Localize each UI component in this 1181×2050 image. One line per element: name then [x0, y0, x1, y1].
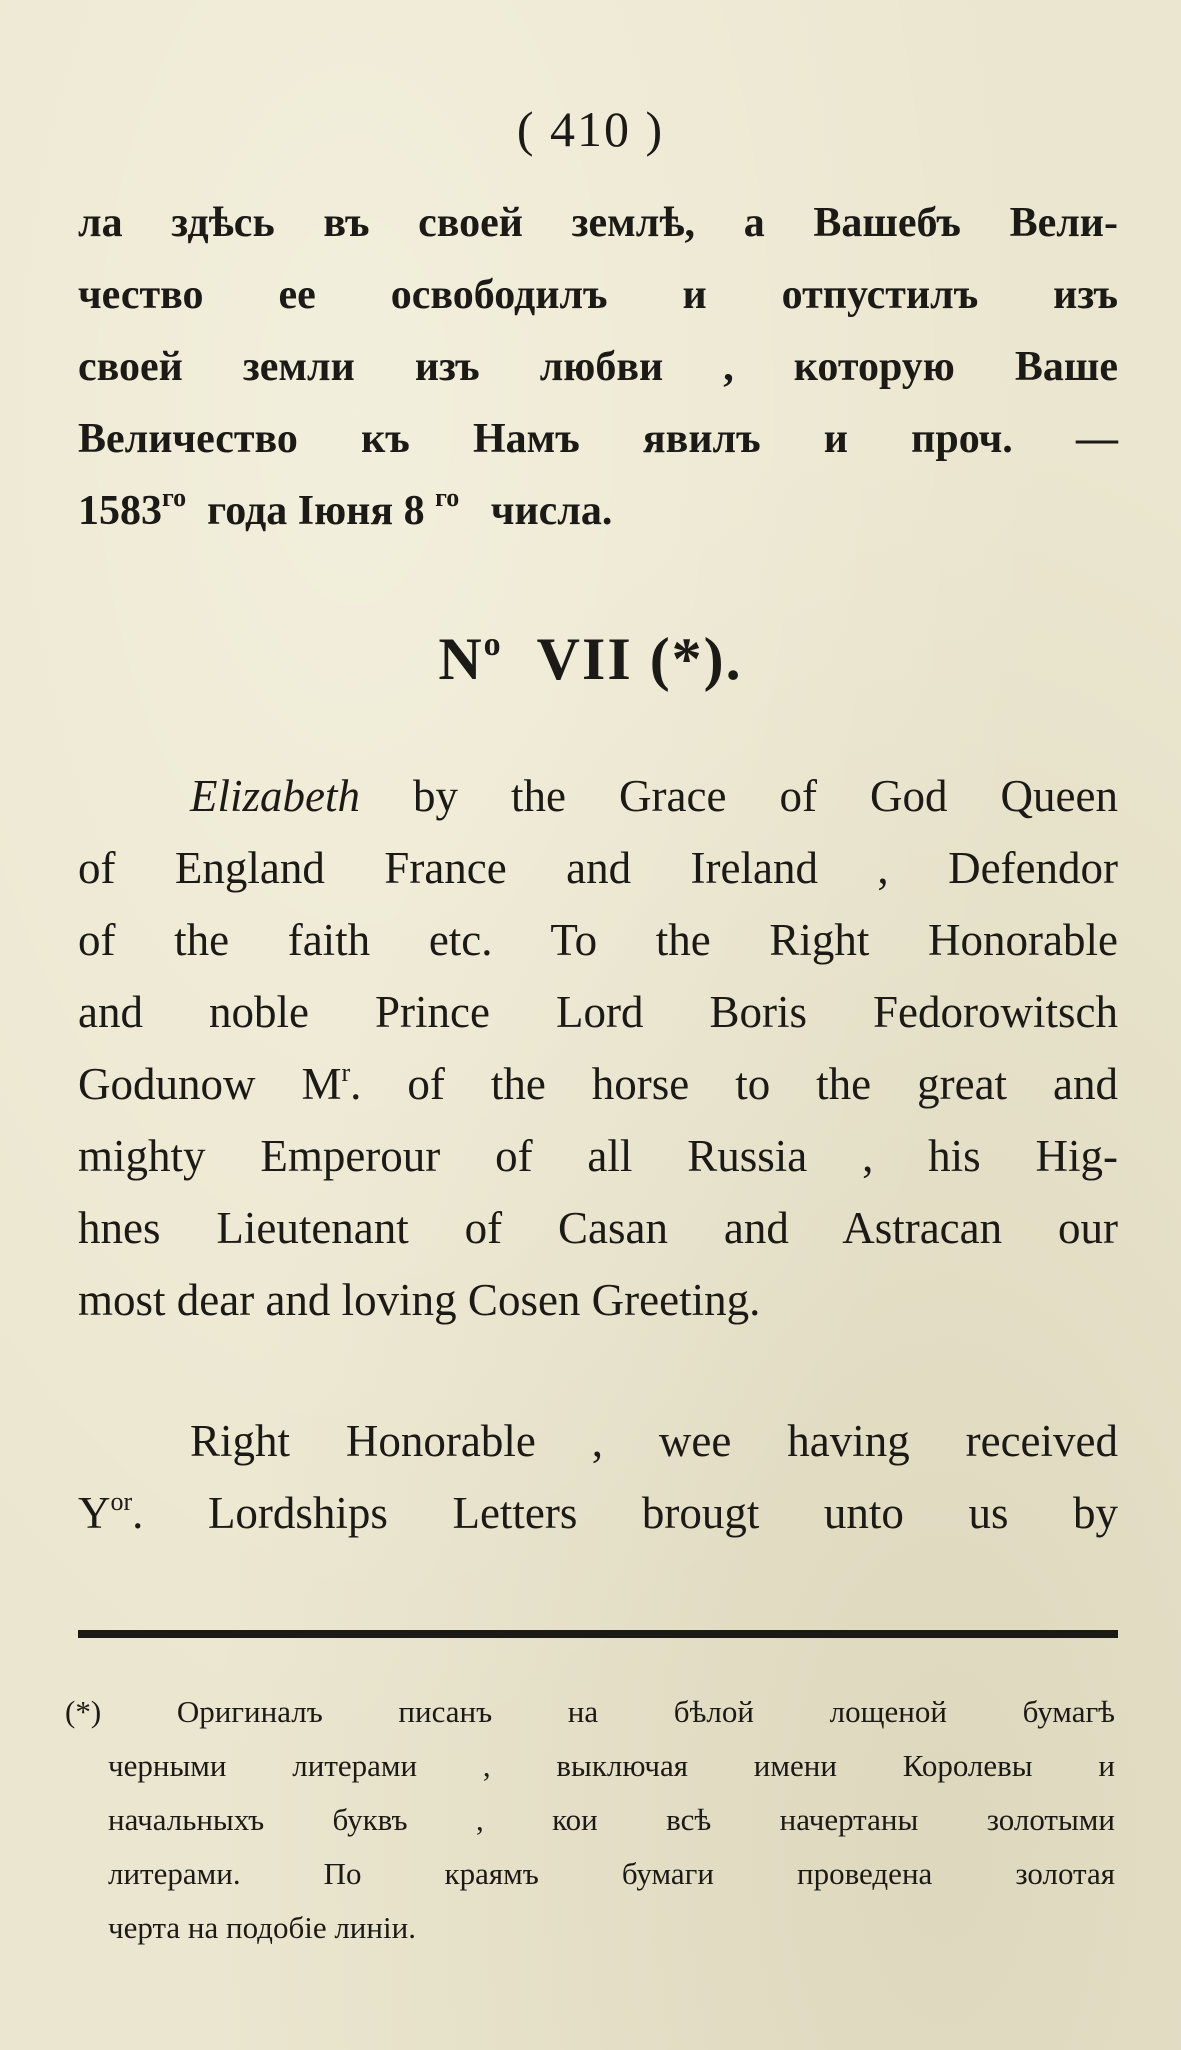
russian-line-4: Величество къ Намъ явилъ и проч. —	[78, 416, 1118, 462]
russian-line-3: своей земли изъ любви , которую Ваше	[78, 344, 1118, 390]
english-line-4: and noble Prince Lord Boris Fedorowitsch	[78, 987, 1118, 1037]
russian-line-2: чество ее освободилъ и отпустилъ изъ	[78, 272, 1118, 318]
english-line-7: hnes Lieutenant of Casan and Astracan our	[78, 1203, 1118, 1253]
russian-line-1: ла здѣсь въ своей землѣ, а Вашебъ Вели-	[78, 200, 1118, 246]
heading-number: VII (*).	[536, 626, 743, 692]
english-line-5-text: . of the horse to the great and	[350, 1059, 1118, 1109]
date-day-suffix: го	[435, 483, 460, 512]
english-line-10-text: . Lordships Letters brougt unto us by	[132, 1488, 1118, 1538]
date-end: числа.	[490, 488, 613, 534]
footnote-rule	[78, 1630, 1118, 1638]
english-line-8: most dear and loving Cosen Greeting.	[78, 1275, 761, 1325]
footnote-line-3: начальныхъ буквъ , кои всѣ начертаны золотыми	[108, 1802, 1115, 1837]
english-line-1	[190, 768, 1118, 824]
english-line-10	[78, 1485, 1118, 1541]
english-line-10-sup: or	[110, 1487, 133, 1516]
english-line-10-pre: Y	[78, 1488, 111, 1538]
english-line-1-italic: Elizabeth	[190, 771, 360, 821]
date-middle: года Іюня	[207, 488, 394, 534]
footnote-line-2: черными литерами , выключая имени Королевы и	[108, 1748, 1115, 1783]
english-line-6: mighty Emperour of all Russia , his Hig-	[78, 1131, 1118, 1181]
english-line-5-sup: r	[341, 1058, 351, 1087]
footnote-line-5: черта на подобіе линіи.	[108, 1910, 416, 1945]
heading-o: o	[483, 626, 503, 663]
english-line-3: of the faith etc. To the Right Honorable	[78, 915, 1118, 965]
english-line-5	[78, 1056, 1118, 1112]
footnote-line-1: (*) Оригиналъ писанъ на бѣлой лощеной бумагѣ	[65, 1694, 1115, 1729]
english-line-5-pre: Godunow M	[78, 1059, 342, 1109]
page-number: ( 410 )	[516, 101, 665, 157]
section-heading	[0, 625, 1181, 694]
date-year-suffix: го	[162, 483, 187, 512]
english-line-2: of England France and Ireland , Defendor	[78, 843, 1118, 893]
footnote-line-4: литерами. По краямъ бумаги проведена золотая	[108, 1856, 1115, 1891]
date-line	[78, 483, 1118, 539]
heading-n: N	[438, 626, 484, 692]
date-day: 8	[403, 488, 425, 534]
date-year: 1583	[78, 488, 162, 534]
english-line-9: Right Honorable , wee having received	[190, 1416, 1118, 1466]
english-line-1-text: by the Grace of God Queen	[359, 771, 1118, 821]
